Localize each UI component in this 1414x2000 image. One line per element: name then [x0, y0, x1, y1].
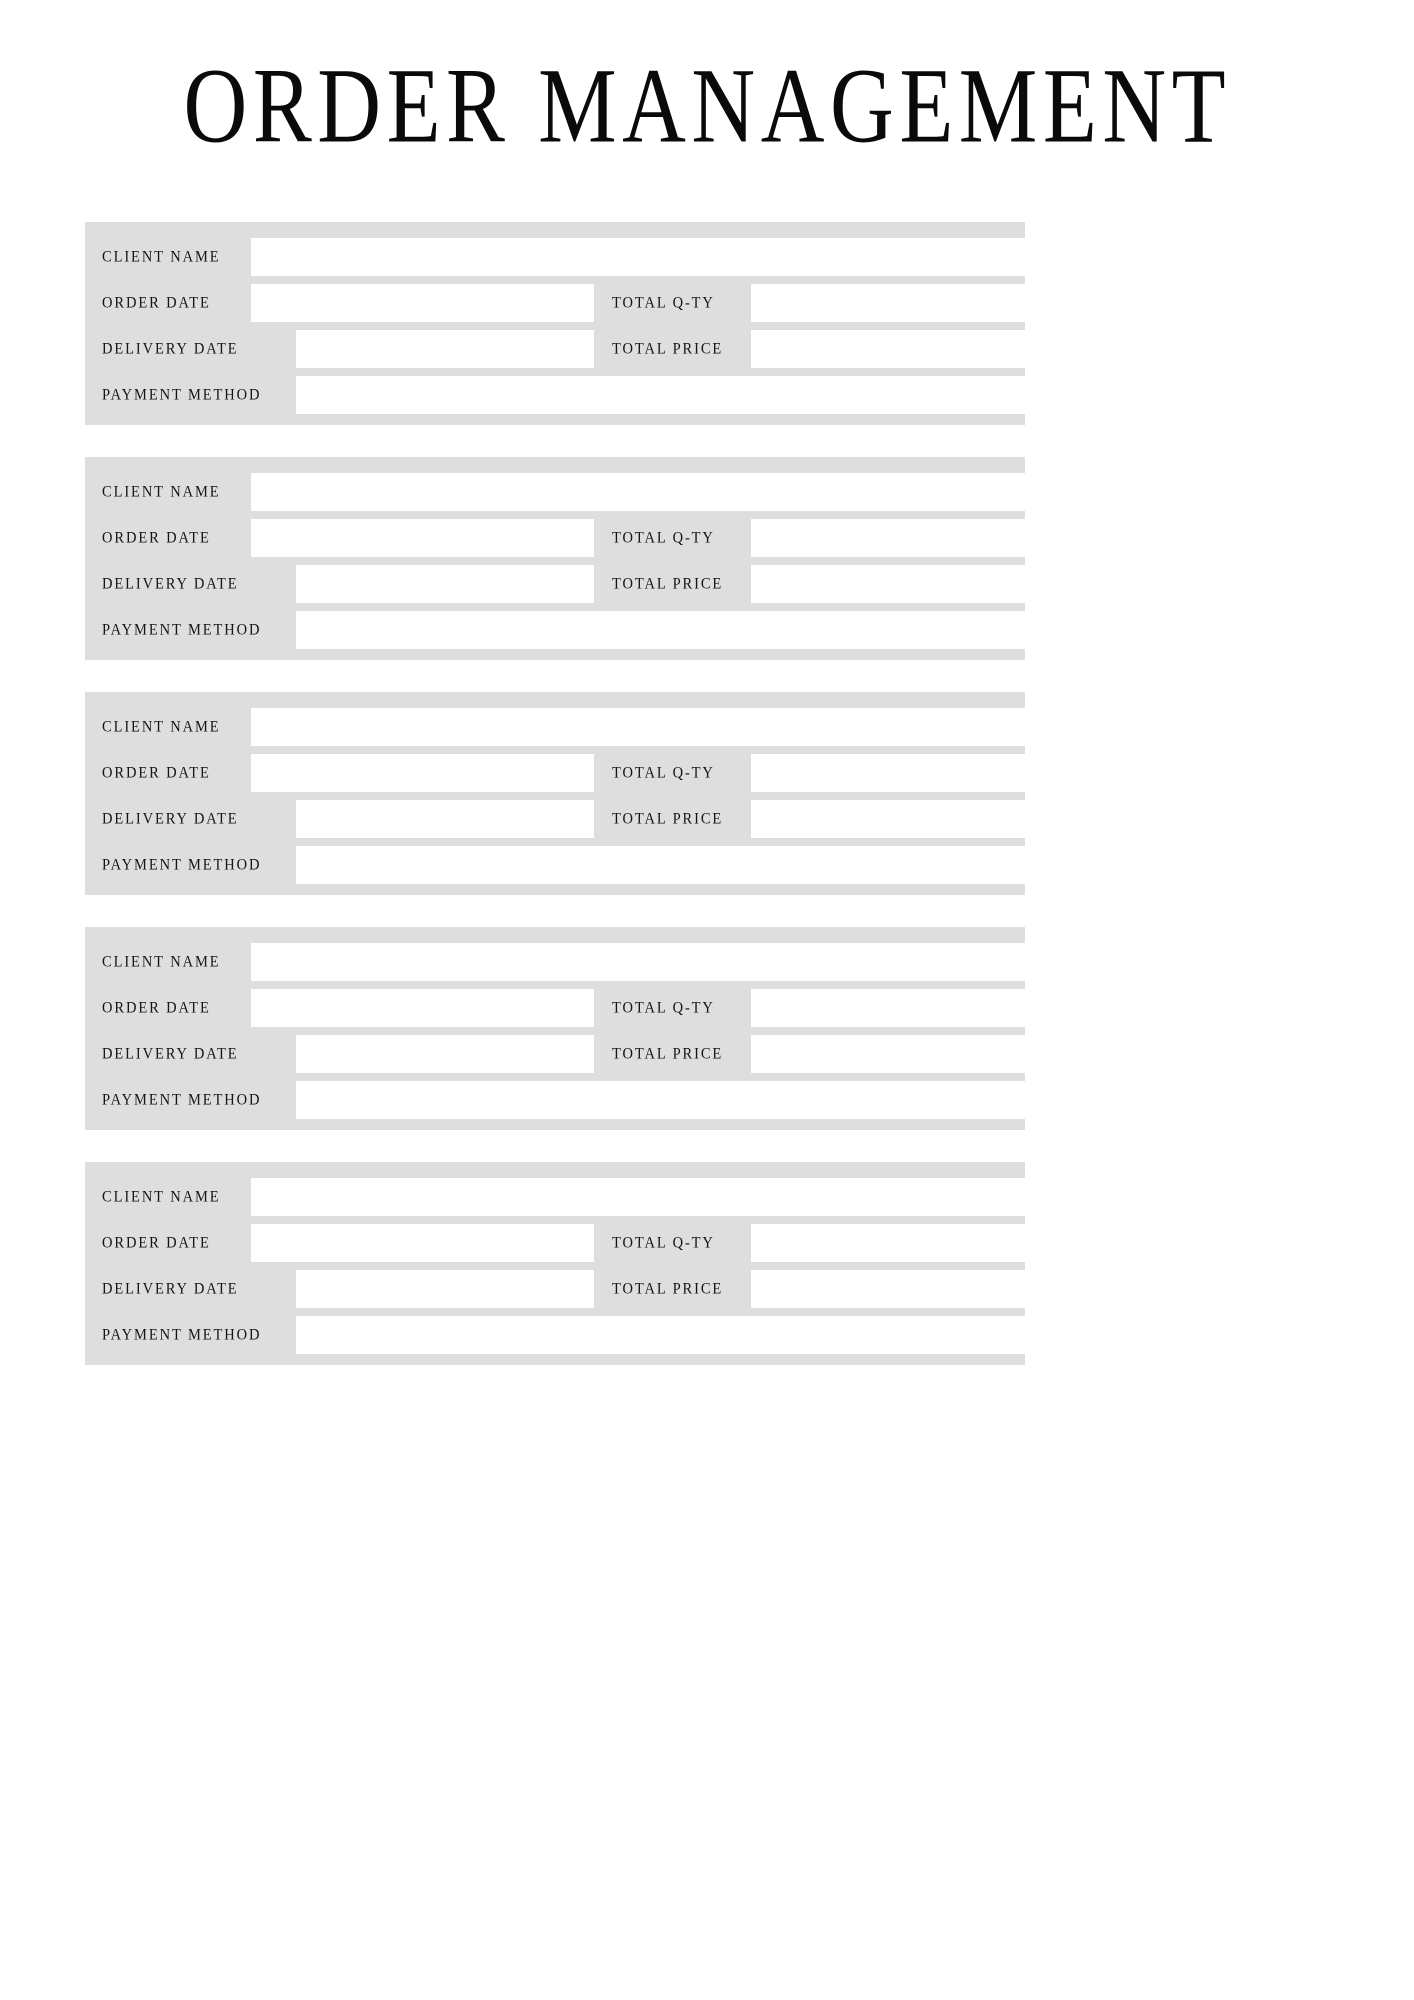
input-order-date[interactable] [251, 284, 594, 322]
row-order-date [85, 1224, 1025, 1262]
label-total-qty: TOTAL Q-TY [612, 1234, 715, 1252]
input-payment-method[interactable] [296, 1316, 1025, 1354]
input-total-qty[interactable] [751, 519, 1025, 557]
input-total-price[interactable] [751, 1035, 1025, 1073]
label-order-date: ORDER DATE [102, 1234, 211, 1252]
input-delivery-date[interactable] [296, 1035, 594, 1073]
input-payment-method[interactable] [296, 611, 1025, 649]
input-order-date[interactable] [251, 754, 594, 792]
input-payment-method[interactable] [296, 376, 1025, 414]
label-total-price: TOTAL PRICE [612, 575, 724, 593]
input-client-name[interactable] [251, 238, 1025, 276]
order-card [85, 457, 1025, 660]
input-client-name[interactable] [251, 473, 1025, 511]
input-client-name[interactable] [251, 943, 1025, 981]
row-client-name [85, 943, 1025, 981]
order-card [85, 927, 1025, 1130]
label-client-name: CLIENT NAME [102, 718, 221, 736]
input-total-qty[interactable] [751, 989, 1025, 1027]
input-delivery-date[interactable] [296, 800, 594, 838]
label-order-date: ORDER DATE [102, 764, 211, 782]
label-delivery-date: DELIVERY DATE [102, 810, 239, 828]
label-payment-method: PAYMENT METHOD [102, 1091, 262, 1109]
input-total-qty[interactable] [751, 1224, 1025, 1262]
label-payment-method: PAYMENT METHOD [102, 386, 262, 404]
input-delivery-date[interactable] [296, 1270, 594, 1308]
label-delivery-date: DELIVERY DATE [102, 575, 239, 593]
row-delivery-date [85, 330, 1025, 368]
row-delivery-date [85, 565, 1025, 603]
label-total-qty: TOTAL Q-TY [612, 529, 715, 547]
label-delivery-date: DELIVERY DATE [102, 340, 239, 358]
label-client-name: CLIENT NAME [102, 248, 221, 266]
label-order-date: ORDER DATE [102, 529, 211, 547]
order-card [85, 692, 1025, 895]
label-payment-method: PAYMENT METHOD [102, 621, 262, 639]
row-order-date [85, 989, 1025, 1027]
row-client-name [85, 708, 1025, 746]
input-delivery-date[interactable] [296, 330, 594, 368]
label-client-name: CLIENT NAME [102, 483, 221, 501]
label-delivery-date: DELIVERY DATE [102, 1045, 239, 1063]
label-order-date: ORDER DATE [102, 999, 211, 1017]
input-total-qty[interactable] [751, 284, 1025, 322]
row-order-date [85, 519, 1025, 557]
order-card-list [85, 222, 1025, 1397]
row-delivery-date [85, 1035, 1025, 1073]
order-card [85, 1162, 1025, 1365]
row-order-date [85, 754, 1025, 792]
label-payment-method: PAYMENT METHOD [102, 1326, 262, 1344]
label-delivery-date: DELIVERY DATE [102, 1280, 239, 1298]
input-total-price[interactable] [751, 1270, 1025, 1308]
input-client-name[interactable] [251, 1178, 1025, 1216]
label-total-price: TOTAL PRICE [612, 340, 724, 358]
label-total-price: TOTAL PRICE [612, 810, 724, 828]
label-client-name: CLIENT NAME [102, 953, 221, 971]
row-payment-method [85, 846, 1025, 884]
input-payment-method[interactable] [296, 846, 1025, 884]
page-title-container [0, 45, 1414, 166]
input-order-date[interactable] [251, 989, 594, 1027]
row-order-date [85, 284, 1025, 322]
input-payment-method[interactable] [296, 1081, 1025, 1119]
row-payment-method [85, 1316, 1025, 1354]
label-order-date: ORDER DATE [102, 294, 211, 312]
page-title: ORDER MANAGEMENT [183, 45, 1231, 166]
row-client-name [85, 1178, 1025, 1216]
order-card [85, 222, 1025, 425]
row-client-name [85, 238, 1025, 276]
label-total-qty: TOTAL Q-TY [612, 999, 715, 1017]
label-total-qty: TOTAL Q-TY [612, 294, 715, 312]
row-payment-method [85, 611, 1025, 649]
input-total-qty[interactable] [751, 754, 1025, 792]
row-payment-method [85, 1081, 1025, 1119]
row-client-name [85, 473, 1025, 511]
label-total-qty: TOTAL Q-TY [612, 764, 715, 782]
input-order-date[interactable] [251, 1224, 594, 1262]
label-payment-method: PAYMENT METHOD [102, 856, 262, 874]
input-order-date[interactable] [251, 519, 594, 557]
input-total-price[interactable] [751, 565, 1025, 603]
input-total-price[interactable] [751, 800, 1025, 838]
label-total-price: TOTAL PRICE [612, 1280, 724, 1298]
row-delivery-date [85, 1270, 1025, 1308]
label-client-name: CLIENT NAME [102, 1188, 221, 1206]
input-total-price[interactable] [751, 330, 1025, 368]
input-delivery-date[interactable] [296, 565, 594, 603]
input-client-name[interactable] [251, 708, 1025, 746]
row-payment-method [85, 376, 1025, 414]
label-total-price: TOTAL PRICE [612, 1045, 724, 1063]
row-delivery-date [85, 800, 1025, 838]
